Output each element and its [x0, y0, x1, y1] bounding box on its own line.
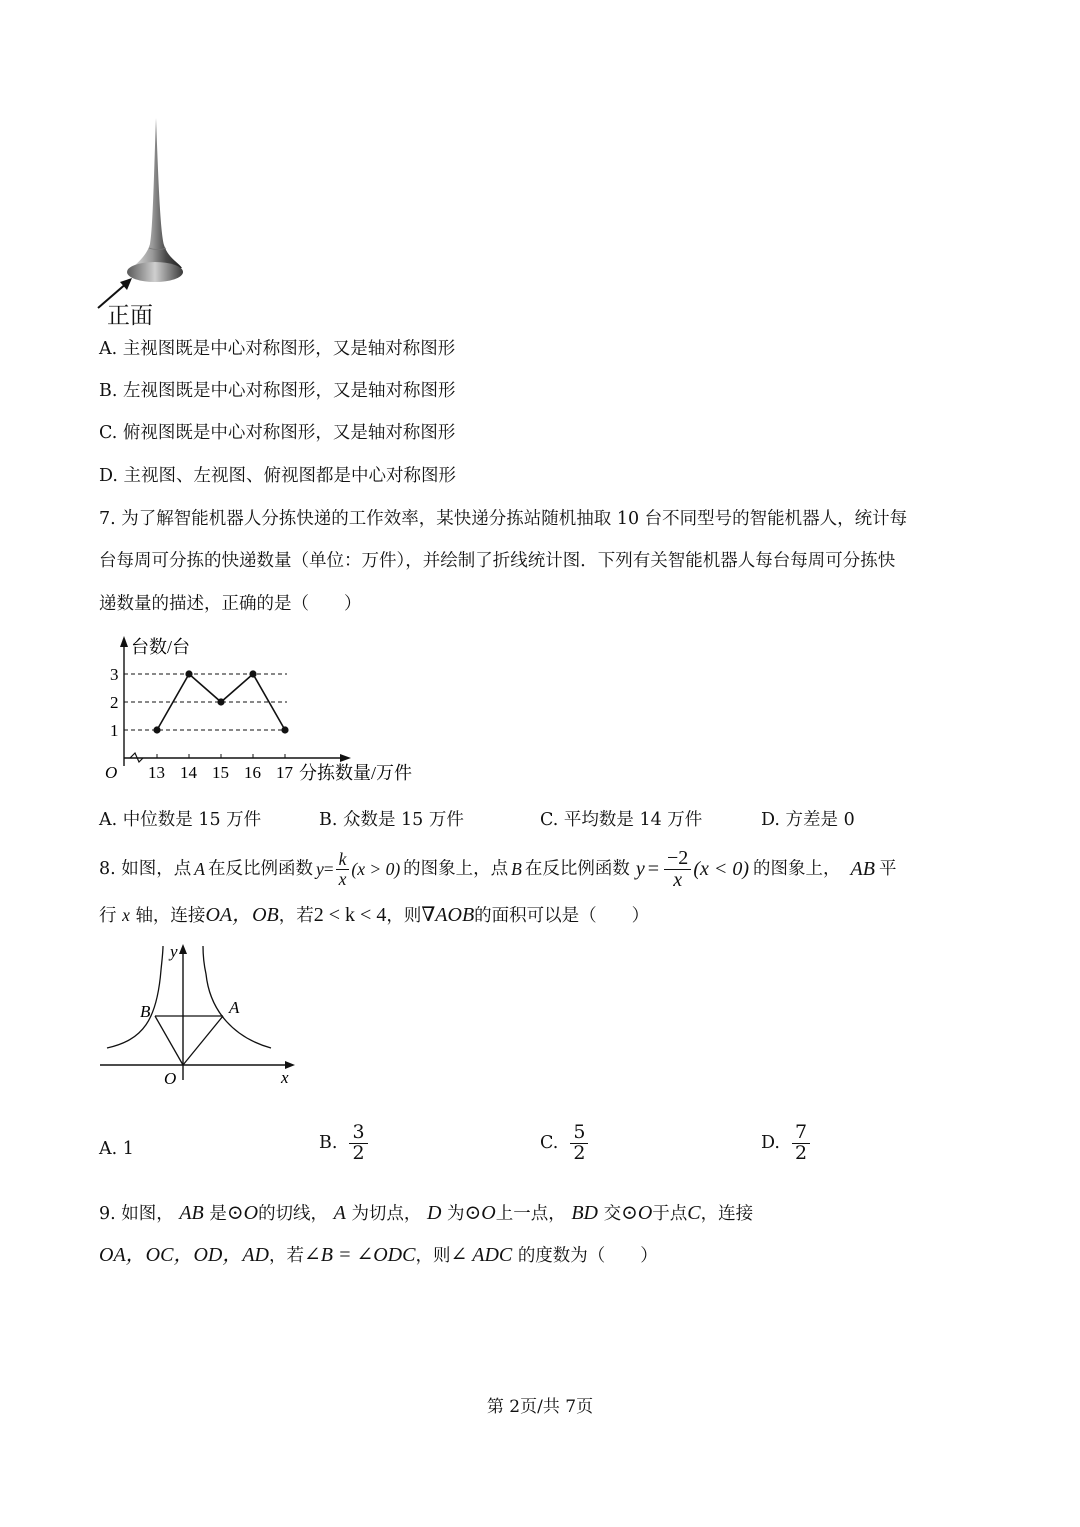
origin-label: O: [105, 763, 118, 782]
x-tick-label: 17: [276, 763, 293, 782]
front-caption: 正面: [107, 303, 153, 329]
x-tick-label: 16: [244, 763, 261, 782]
x-tick-label: 15: [212, 763, 229, 782]
x-tick-label: 14: [180, 763, 197, 782]
math-y: y: [635, 858, 645, 880]
page-footer: 第 2页/共 7页: [486, 1397, 594, 1417]
right-hyperbola: [203, 946, 271, 1048]
q8-text: 的面积可以是（ ）: [474, 906, 650, 926]
segment-ab-label: AB: [179, 1202, 204, 1224]
q7-stem-line3: 递数量的描述，正确的是（ ）: [99, 594, 362, 614]
angle-equation: ∠B = ∠ODC: [304, 1244, 416, 1266]
fraction-k-over-x: [336, 850, 350, 888]
fraction-denominator: 2: [794, 1141, 808, 1164]
fig-label-y: y: [170, 942, 178, 961]
option-fraction: [570, 1123, 588, 1164]
q8-option-a: A. 1: [99, 1139, 134, 1159]
q8-text: 轴，连接: [135, 906, 206, 926]
fraction-numerator: −2: [664, 848, 691, 870]
q6-option-d: D. 主视图、左视图、俯视图都是中心对称图形: [99, 466, 457, 486]
data-point: [217, 698, 224, 705]
math-y: y: [315, 858, 324, 879]
q7-stem-line2: 台每周可分拣的快递数量（单位：万件），并绘制了折线统计图．下列有关智能机器人每台每周可分拣快: [99, 551, 896, 571]
q7-option-b: B. 众数是 15 万件: [319, 810, 464, 830]
fraction-denominator: x: [673, 868, 683, 891]
fraction-numerator: 7: [792, 1123, 810, 1144]
fig-label-o: O: [164, 1069, 177, 1088]
data-point: [249, 670, 256, 677]
q9-text: 为: [447, 1204, 465, 1224]
fraction-numerator: 5: [570, 1123, 588, 1144]
q9-text: ，连接: [700, 1204, 754, 1224]
y-axis-arrow: [179, 944, 187, 954]
q9-text: 的度数为（ ）: [517, 1246, 658, 1266]
fraction-denominator: x: [338, 868, 347, 889]
horn-base: [127, 262, 183, 282]
option-letter: C.: [540, 1133, 559, 1154]
segments-list: OA，OC，OD，AD: [99, 1244, 269, 1266]
point-a-label: A: [333, 1202, 346, 1224]
q9-stem-line1: [99, 1201, 753, 1225]
circle-o-symbol: ⊙O: [621, 1202, 653, 1224]
q9-text: 于点: [652, 1204, 688, 1224]
q7-option-d: D. 方差是 0: [761, 810, 855, 830]
q8-text: 在反比例函数: [207, 858, 313, 879]
data-point: [153, 726, 160, 733]
q8-text: 的图象上，点: [403, 858, 509, 879]
q8-text: ，则: [386, 906, 422, 926]
horn-body: [128, 118, 182, 272]
condition-x-negative: (x < 0): [693, 858, 750, 880]
q9-text: 是: [209, 1204, 227, 1224]
math-x: x: [122, 905, 130, 925]
condition-x-positive: (x > 0): [351, 858, 401, 879]
q9-stem-line2: [99, 1243, 658, 1267]
option-fraction: [792, 1123, 810, 1164]
point-b-label: B: [511, 858, 522, 879]
circle-o-symbol: ⊙O: [226, 1202, 259, 1224]
q9-text: 交: [603, 1204, 622, 1224]
angle-adc: ∠ ADC: [450, 1244, 513, 1266]
q8-stem-line2: [99, 903, 649, 927]
segment-oa: [183, 1016, 223, 1065]
q8-text: 的图象上，: [753, 858, 841, 879]
segment-bd-label: BD: [571, 1202, 598, 1224]
q8-text: 平: [878, 858, 897, 879]
q7-line-chart: [95, 628, 440, 788]
math-eq: =: [647, 858, 660, 880]
q7-option-a: A. 中位数是 15 万件: [99, 810, 262, 830]
x-axis-arrow: [340, 754, 351, 762]
fig-label-b: B: [140, 1002, 151, 1021]
q8-option-b: [319, 1123, 370, 1164]
segment-ob: [155, 1016, 183, 1065]
fraction-denominator: 2: [573, 1141, 586, 1164]
q8-text: ，若: [278, 906, 314, 926]
q7-stem-line1: 7. 为了解智能机器人分拣快递的工作效率，某快递分拣站随机抽取 10 台不同型号的智能机器人，统计每: [99, 509, 908, 529]
data-point: [281, 726, 288, 733]
y-tick-label: 1: [110, 721, 119, 740]
inequality-k: 2 < k < 4: [313, 904, 387, 926]
math-eq: =: [323, 858, 334, 879]
point-c-label: C: [687, 1202, 701, 1224]
y-axis-arrow: [120, 636, 128, 647]
q8-option-c: [540, 1123, 590, 1164]
option-fraction: [349, 1123, 367, 1164]
q9-text: 的切线，: [258, 1204, 329, 1224]
triangle-aob: ∇AOB: [421, 904, 475, 926]
x-tick-label: 13: [148, 763, 165, 782]
x-axis-title: 分拣数量/万件: [299, 763, 413, 783]
q9-text: 9. 如图，: [99, 1204, 174, 1224]
circle-o-symbol: ⊙O: [464, 1202, 496, 1224]
q7-option-c: C. 平均数是 14 万件: [540, 810, 703, 830]
fraction-numerator: 3: [349, 1123, 367, 1144]
segments-oa-ob: OA，OB: [205, 904, 279, 926]
q8-text: 如图，点: [121, 858, 192, 879]
fraction-numerator: k: [336, 850, 350, 869]
q9-text: 为切点，: [351, 1204, 422, 1224]
q8-option-d: [761, 1123, 812, 1164]
option-letter: B.: [319, 1133, 338, 1154]
y-tick-label: 2: [110, 693, 119, 712]
point-a-label: A: [194, 858, 205, 879]
q9-text: ，则: [415, 1246, 451, 1266]
fig-label-x: x: [281, 1068, 289, 1087]
fraction-neg2-over-x: [664, 848, 691, 891]
y-tick-label: 3: [110, 665, 119, 684]
q6-option-a: A. 主视图既是中心对称图形，又是轴对称图形: [99, 339, 456, 359]
left-hyperbola: [107, 946, 163, 1048]
q9-text: ，若: [269, 1246, 304, 1266]
q6-option-b: B. 左视图既是中心对称图形，又是轴对称图形: [99, 381, 456, 401]
y-axis-title: 台数/台: [131, 637, 191, 657]
point-d-label: D: [427, 1202, 442, 1224]
data-point: [185, 670, 192, 677]
q6-option-c: C. 俯视图既是中心对称图形，又是轴对称图形: [99, 423, 456, 443]
q9-text: 上一点，: [495, 1204, 566, 1224]
fraction-denominator: 2: [352, 1141, 365, 1164]
q8-hyperbola-figure: [95, 940, 310, 1090]
option-letter: D.: [761, 1133, 780, 1154]
q8-text: 在反比例函数: [524, 858, 630, 879]
fig-label-a: A: [229, 998, 240, 1017]
q8-stem-line1: [99, 846, 896, 892]
q8-text: 行: [99, 906, 117, 926]
q8-number: 8.: [99, 858, 116, 879]
segment-ab-label: AB: [850, 858, 875, 880]
